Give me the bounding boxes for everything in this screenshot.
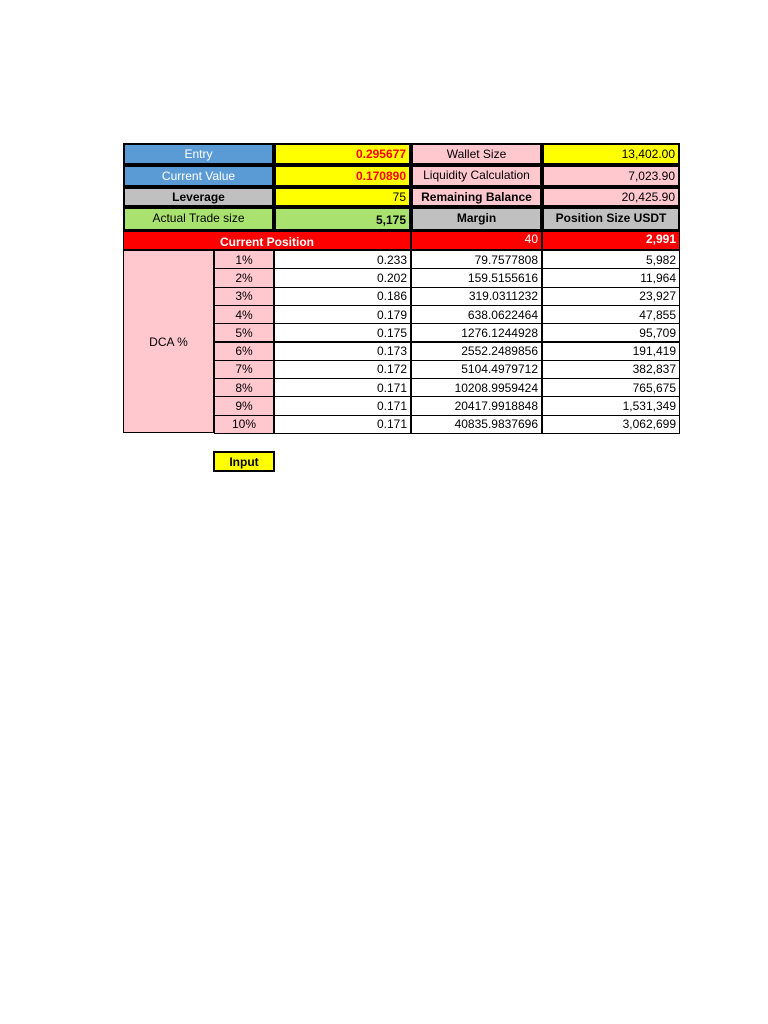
current-value-cell[interactable]: 0.170890: [274, 165, 411, 187]
dca-row-price: 0.179: [274, 305, 411, 324]
remaining-balance-value: 20,425.90: [542, 187, 680, 207]
actual-trade-size-label: Actual Trade size: [123, 207, 274, 231]
current-value-label: Current Value: [123, 165, 274, 187]
wallet-size-label: Wallet Size: [411, 143, 542, 165]
dca-row-percent: 5%: [214, 323, 274, 342]
dca-row-percent: 6%: [214, 342, 274, 361]
dca-row-price: 0.171: [274, 415, 411, 434]
dca-row-position-size: 23,927: [542, 287, 680, 306]
dca-row-margin: 2552.2489856: [411, 342, 542, 361]
dca-row-percent: 2%: [214, 268, 274, 287]
dca-row-position-size: 47,855: [542, 305, 680, 324]
dca-row-price: 0.186: [274, 287, 411, 306]
dca-row-margin: 1276.1244928: [411, 323, 542, 342]
dca-row-margin: 638.0622464: [411, 305, 542, 324]
dca-row-position-size: 1,531,349: [542, 396, 680, 415]
dca-row-price: 0.172: [274, 360, 411, 379]
dca-row-position-size: 3,062,699: [542, 415, 680, 434]
dca-row-percent: 8%: [214, 378, 274, 397]
dca-row-price: 0.171: [274, 378, 411, 397]
dca-row-position-size: 191,419: [542, 342, 680, 361]
dca-row-percent: 4%: [214, 305, 274, 324]
dca-row-position-size: 11,964: [542, 268, 680, 287]
dca-row-margin: 319.0311232: [411, 287, 542, 306]
dca-row-position-size: 765,675: [542, 378, 680, 397]
liquidity-calculation-value: 7,023.90: [542, 165, 680, 187]
dca-row-margin: 159.5155616: [411, 268, 542, 287]
dca-row-percent: 1%: [214, 250, 274, 269]
dca-row-price: 0.175: [274, 323, 411, 342]
dca-row-position-size: 5,982: [542, 250, 680, 269]
dca-row-margin: 20417.9918848: [411, 396, 542, 415]
entry-label: Entry: [123, 143, 274, 165]
remaining-balance-label: Remaining Balance: [411, 187, 542, 207]
current-position-label: Current Position: [123, 231, 411, 250]
dca-percent-label: DCA %: [123, 250, 214, 433]
dca-row-percent: 7%: [214, 360, 274, 379]
position-size-header: Position Size USDT: [542, 207, 680, 231]
dca-row-position-size: 382,837: [542, 360, 680, 379]
dca-row-position-size: 95,709: [542, 323, 680, 342]
dca-row-price: 0.202: [274, 268, 411, 287]
dca-row-margin: 40835.9837696: [411, 415, 542, 434]
dca-row-percent: 3%: [214, 287, 274, 306]
margin-header: Margin: [411, 207, 542, 231]
dca-row-margin: 79.7577808: [411, 250, 542, 269]
dca-row-percent: 9%: [214, 396, 274, 415]
dca-row-price: 0.171: [274, 396, 411, 415]
wallet-size-value-cell[interactable]: 13,402.00: [542, 143, 680, 165]
entry-value-cell[interactable]: 0.295677: [274, 143, 411, 165]
current-position-margin: 40: [411, 231, 542, 250]
current-position-size: 2,991: [542, 231, 680, 250]
input-legend-badge: Input: [213, 451, 275, 472]
dca-row-price: 0.233: [274, 250, 411, 269]
dca-row-percent: 10%: [214, 415, 274, 434]
actual-trade-size-value: 5,175: [274, 207, 411, 231]
liquidity-calculation-label: Liquidity Calculation: [411, 165, 542, 187]
dca-row-margin: 5104.4979712: [411, 360, 542, 379]
leverage-value-cell[interactable]: 75: [274, 187, 411, 207]
dca-row-margin: 10208.9959424: [411, 378, 542, 397]
dca-row-price: 0.173: [274, 342, 411, 361]
leverage-label: Leverage: [123, 187, 274, 207]
